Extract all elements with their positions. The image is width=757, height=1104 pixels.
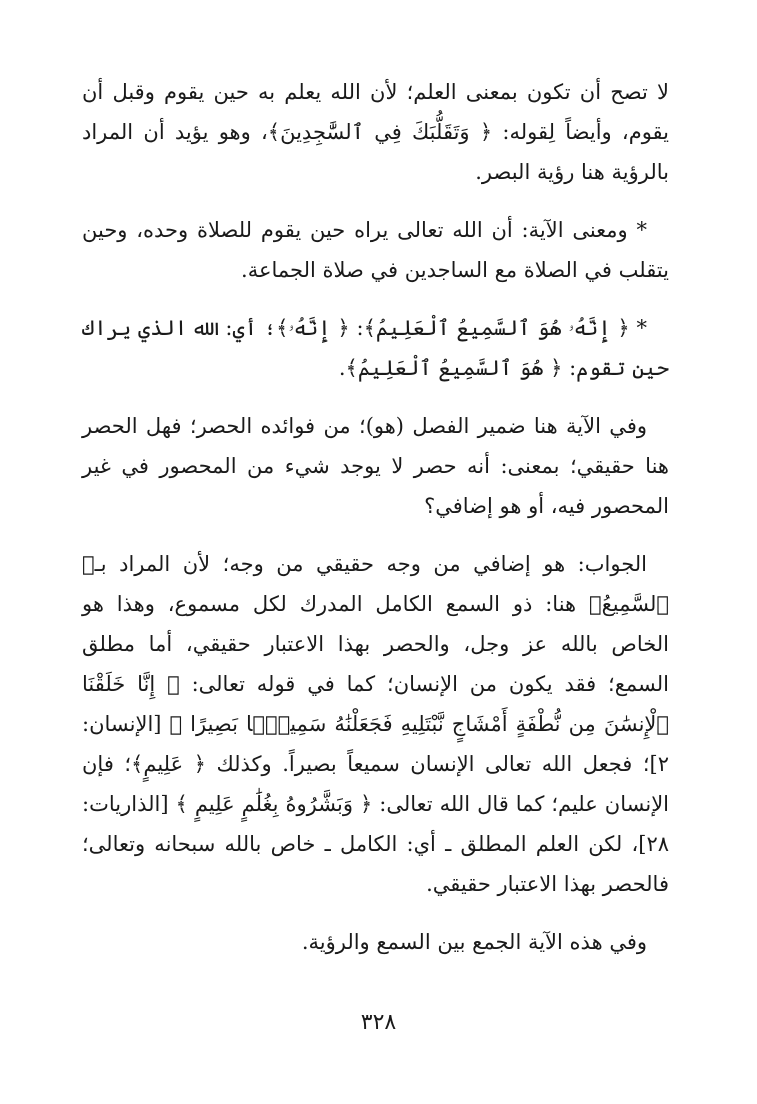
quran-verse-3: ﴿ ٱلسَّمِيعُ﴾ [82, 552, 669, 616]
paragraph-3 [82, 308, 669, 388]
paragraph-6-text: وفي هذه الآية الجمع بين السمع والرؤية. [301, 930, 647, 954]
quran-verse-2: ﴿ إِنَّهُۥ هُوَ ٱلسَّمِيعُ ٱلْعَلِيمُ﴾ [363, 316, 630, 340]
paragraph-4-text: وفي الآية هنا ضمير الفصل (هو)؛ من فوائده الحصر؛ فهل الحصر هنا حقيقي؛ بمعنى: أنه حصر لا يوجد شيء من المحصور في غير المحصور فيه، أو هو إضافي؟ [82, 414, 669, 518]
paragraph-1-text-end: ، وهو يؤيد أن المراد بالرؤية هنا رؤية البصر. [82, 120, 669, 184]
page-number: ٣٢٨ [360, 1010, 397, 1035]
paragraph-1 [82, 72, 669, 192]
paragraph-5 [82, 544, 669, 904]
quran-verse-1: ﴿ وَتَقَلُّبَكَ فِي ٱلسَّٰجِدِينَ﴾ [267, 120, 493, 144]
paragraph-2 [82, 210, 669, 290]
paragraph-3-text-end: : ﴿ إِنَّهُۥ﴾؛ أي: الله الذي يراك حين تقوم: ﴿ هُوَ ٱلسَّمِيعُ ٱلْعَلِيمُ﴾. [82, 316, 669, 380]
paragraph-5-text: الجواب: هو إضافي من وجه حقيقي من وجه؛ لأن المراد بـ [94, 552, 647, 576]
paragraph-5-text-end: هنا: ذو السمع الكامل المدرك لكل مسموع، وهذا هو الخاص بالله عز وجل، والحصر بهذا الاعتبار حقيقي، أما مطلق السمع؛ فقد يكون من الإنسان؛ كما في قوله تعالى: ﴿ إِنَّا خَلَقْنَا ٱلْإِنسَٰنَ مِن نُّطْفَةٍ أَمْشَاجٍ نَّبْتَلِيهِ فَجَعَلْنَٰهُ سَمِيعًۢا بَصِيرًا ﴾ [الإنسان: ٢]؛ فجعل الله تعالى الإنسان سميعاً بصيراً. وكذلك ﴿ عَلِيمٍ﴾؛ فإن الإنسان عليم؛ كما قال الله تعالى: ﴿ وَبَشَّرُوهُ بِغُلَٰمٍ عَلِيمٍ ﴾ [الذاريات: ٢٨]، لكن العلم المطلق ـ أي: الكامل ـ خاص بالله سبحانه وتعالى؛ فالحصر بهذا الاعتبار حقيقي. [82, 592, 670, 896]
paragraph-3-text: * [629, 316, 647, 340]
paragraph-2-text: * ومعنى الآية: أن الله تعالى يراه حين يقوم للصلاة وحده، وحين يتقلب في الصلاة مع الساجدين في صلاة الجماعة. [82, 218, 669, 282]
paragraph-6 [82, 922, 669, 962]
paragraph-1-text: لا تصح أن تكون بمعنى العلم؛ لأن الله يعلم به حين يقوم وقبل أن يقوم، وأيضاً لِقوله: [82, 80, 670, 144]
paragraph-4 [82, 406, 669, 526]
